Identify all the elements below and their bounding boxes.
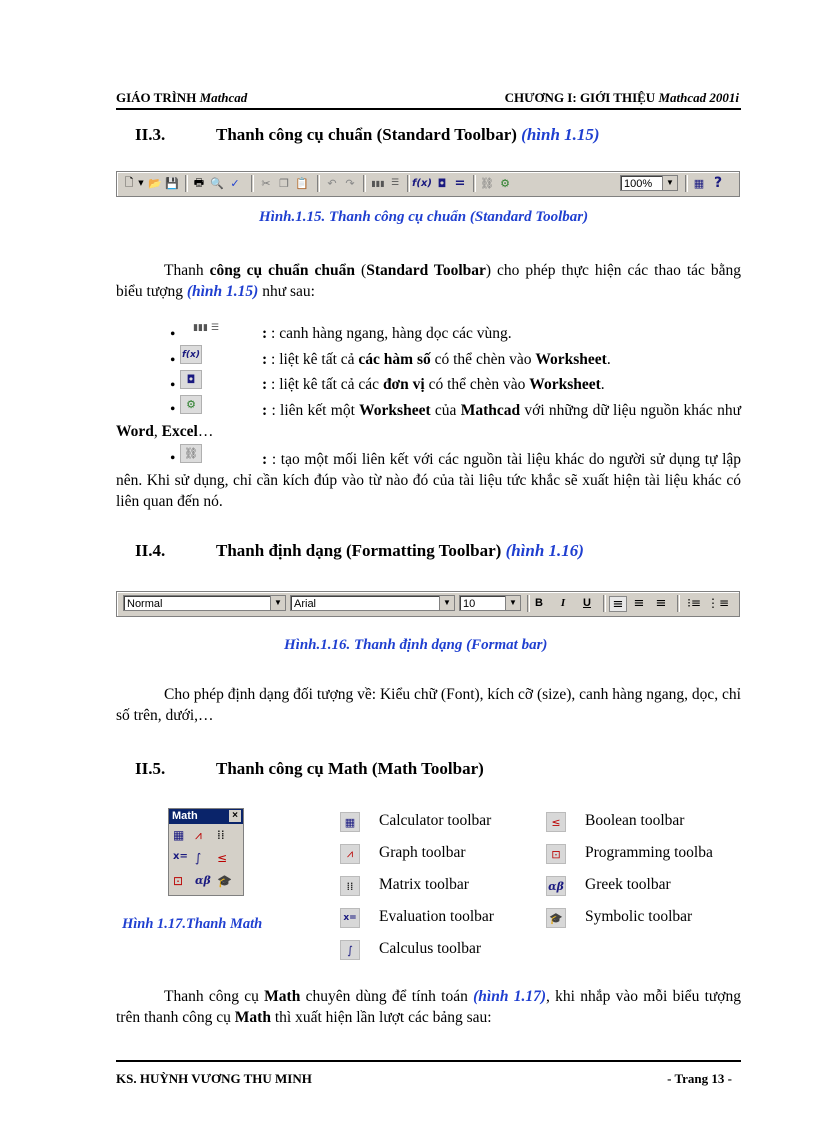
insert-unit-icon: ◘ (180, 370, 202, 389)
section-number: II.3. (135, 125, 166, 144)
calculator-icon[interactable]: ▦ (173, 828, 185, 842)
bullet-text: : : liệt kê tất cả các đơn vị có thể chèn vào Worksheet. (262, 376, 605, 393)
paragraph: Thanh công cụ chuẩn chuẩn (Standard Toolbar) cho phép thực hiện các thao tác bằng biểu tượng (hình 1.15) như sau: (116, 262, 742, 300)
bullet: • (170, 450, 176, 467)
boolean-icon[interactable]: ≤ (217, 851, 228, 865)
legend-item: Evaluation toolbar (379, 908, 494, 925)
standard-toolbar (116, 171, 740, 197)
paragraph: Cho phép định dạng đối tượng về: Kiểu chữ (Font), kích cỡ (size), canh hàng ngang, dọc, chỉ số trên, dưới,… (116, 686, 741, 724)
greek-icon: αβ (546, 876, 566, 896)
legend-item: Programming toolba (585, 844, 713, 861)
close-icon[interactable]: × (229, 810, 241, 822)
print-preview-icon[interactable]: 🔍 (210, 176, 224, 190)
cut-icon[interactable]: ✂ (261, 176, 271, 190)
resource-center-icon[interactable]: ▦ (693, 176, 705, 190)
align-left-icon[interactable]: ≡ (609, 596, 627, 612)
chevron-down-icon: ▼ (270, 596, 285, 610)
align-center-icon[interactable]: ≡ (633, 595, 645, 611)
bullet: • (170, 377, 176, 394)
copy-icon[interactable]: ❐ (279, 176, 289, 190)
style-select[interactable]: Normal ▼ (123, 595, 286, 611)
section-number: II.5. (135, 759, 166, 778)
graph-icon: ⩘ (340, 844, 360, 864)
legend-item: Matrix toolbar (379, 876, 469, 893)
insert-unit-icon[interactable]: ◘ (437, 176, 447, 190)
symbolic-icon: 🎓 (546, 908, 566, 928)
size-select[interactable]: 10 ▼ (459, 595, 521, 611)
palette-titlebar: Math × (169, 809, 243, 824)
new-icon[interactable]: 🗋 (124, 175, 134, 189)
zoom-select[interactable]: 100% ▼ (620, 175, 678, 191)
insert-hyperlink-icon[interactable]: ⛓ (480, 176, 494, 190)
math-palette (168, 808, 244, 896)
open-icon[interactable]: 📂 (148, 176, 162, 190)
insert-hyperlink-icon: ⛓ (180, 444, 202, 463)
paragraph: Thanh công cụ Math chuyên dùng để tính toán (hình 1.17), khi nhắp vào mỗi biểu tượng trên thanh công cụ Math thì xuất hiện lần lượt các bảng sau: (116, 988, 741, 1026)
chevron-down-icon: ▼ (662, 176, 677, 190)
greek-icon[interactable]: αβ (195, 874, 211, 887)
bullet: • (170, 326, 176, 343)
programming-icon: ⊡ (546, 844, 566, 864)
figure-caption: Hình.1.15. Thanh công cụ chuẩn (Standard Toolbar) (259, 209, 589, 225)
align-horizontal-icon[interactable]: ▮▮▮ (371, 178, 385, 188)
calculus-icon[interactable]: ∫ (195, 851, 202, 865)
bullet-list-icon[interactable]: ⁝≡ (687, 596, 701, 610)
header-right: CHƯƠNG I: GIỚI THIỆU Mathcad 2001i (504, 90, 739, 105)
footer-rule (116, 1060, 741, 1062)
print-icon[interactable]: 🖶 (193, 175, 205, 189)
header-left: GIÁO TRÌNH Mathcad (116, 90, 248, 105)
save-icon[interactable]: 💾 (165, 176, 179, 190)
symbolic-icon[interactable]: 🎓 (217, 874, 232, 888)
graph-icon[interactable]: ⩘ (195, 828, 202, 842)
font-select[interactable]: Arial ▼ (290, 595, 455, 611)
paste-icon[interactable]: 📋 (295, 176, 309, 190)
programming-icon[interactable]: ⊡ (173, 874, 184, 888)
chevron-down-icon: ▼ (505, 596, 520, 610)
align-vertical-icon[interactable]: ☰ (390, 178, 400, 188)
legend-item: Symbolic toolbar (585, 908, 693, 925)
section-title: Thanh định dạng (Formatting Toolbar) (hình 1.16) (216, 541, 584, 560)
spell-check-icon[interactable]: ✓ (230, 176, 240, 190)
bullet-text: : : liệt kê tất cả các hàm số có thể chèn vào Worksheet. (262, 351, 611, 368)
bullet-text: : : canh hàng ngang, hàng dọc các vùng. (262, 325, 512, 342)
bullet: • (170, 352, 176, 369)
align-regions-icon: ▮▮▮ ☰ (193, 323, 219, 333)
formatting-toolbar (116, 591, 740, 617)
section-title: Thanh công cụ Math (Math Toolbar) (216, 759, 484, 778)
header-rule (116, 108, 741, 110)
equals-icon[interactable]: = (454, 175, 466, 191)
matrix-icon: ⁞⁞ (340, 876, 360, 896)
page-number: - Trang 13 - (667, 1071, 732, 1086)
legend-item: Calculator toolbar (379, 812, 492, 829)
insert-function-icon[interactable]: f(x) (412, 177, 432, 189)
legend-item: Boolean toolbar (585, 812, 685, 829)
insert-function-icon: f(x) (180, 345, 202, 364)
boolean-icon: ≤ (546, 812, 566, 832)
italic-button[interactable]: I (560, 597, 566, 609)
section-title: Thanh công cụ chuẩn (Standard Toolbar) (hình 1.15) (216, 125, 600, 144)
undo-icon[interactable]: ↶ (327, 176, 337, 190)
legend-item: Calculus toolbar (379, 940, 482, 957)
calculator-icon: ▦ (340, 812, 360, 832)
legend-item: Graph toolbar (379, 844, 466, 861)
help-icon[interactable]: ? (713, 175, 723, 191)
evaluation-icon: x= (340, 908, 360, 928)
footer-author: KS. HUỲNH VƯƠNG THU MINH (116, 1071, 312, 1086)
bold-button[interactable]: B (535, 597, 543, 609)
numbered-list-icon[interactable]: ⋮≡ (706, 596, 730, 610)
figure-caption: Hình 1.17.Thanh Math (122, 916, 263, 932)
insert-component-icon: ⚙ (180, 395, 202, 414)
evaluation-icon[interactable]: x= (173, 851, 188, 862)
underline-button[interactable]: U (583, 597, 591, 609)
dropdown-arrow-icon[interactable]: ▼ (138, 179, 144, 187)
insert-component-icon[interactable]: ⚙ (500, 176, 510, 190)
section-number: II.4. (135, 541, 166, 560)
matrix-icon[interactable]: ⁞⁞ (217, 828, 225, 842)
figure-caption: Hình.1.16. Thanh định dạng (Format bar) (284, 637, 548, 653)
legend-item: Greek toolbar (585, 876, 671, 893)
bullet-text: : : tạo một mối liên kết với các nguồn tài liệu khác do người sử dụng tự lập nên. Khi sử dụng, chỉ cần kích đúp vào từ nào đó của tài liệu tức khắc sẽ xuất hiện tài liệu khác có liên quan đến nó. (116, 451, 742, 510)
calculus-icon: ∫ (340, 940, 360, 960)
bullet: • (170, 401, 176, 418)
redo-icon[interactable]: ↷ (345, 176, 355, 190)
chevron-down-icon: ▼ (439, 596, 454, 610)
bullet-text: : : liên kết một Worksheet của Mathcad với những dữ liệu nguồn khác như Word, Excel… (116, 402, 741, 440)
align-right-icon[interactable]: ≡ (655, 595, 667, 611)
